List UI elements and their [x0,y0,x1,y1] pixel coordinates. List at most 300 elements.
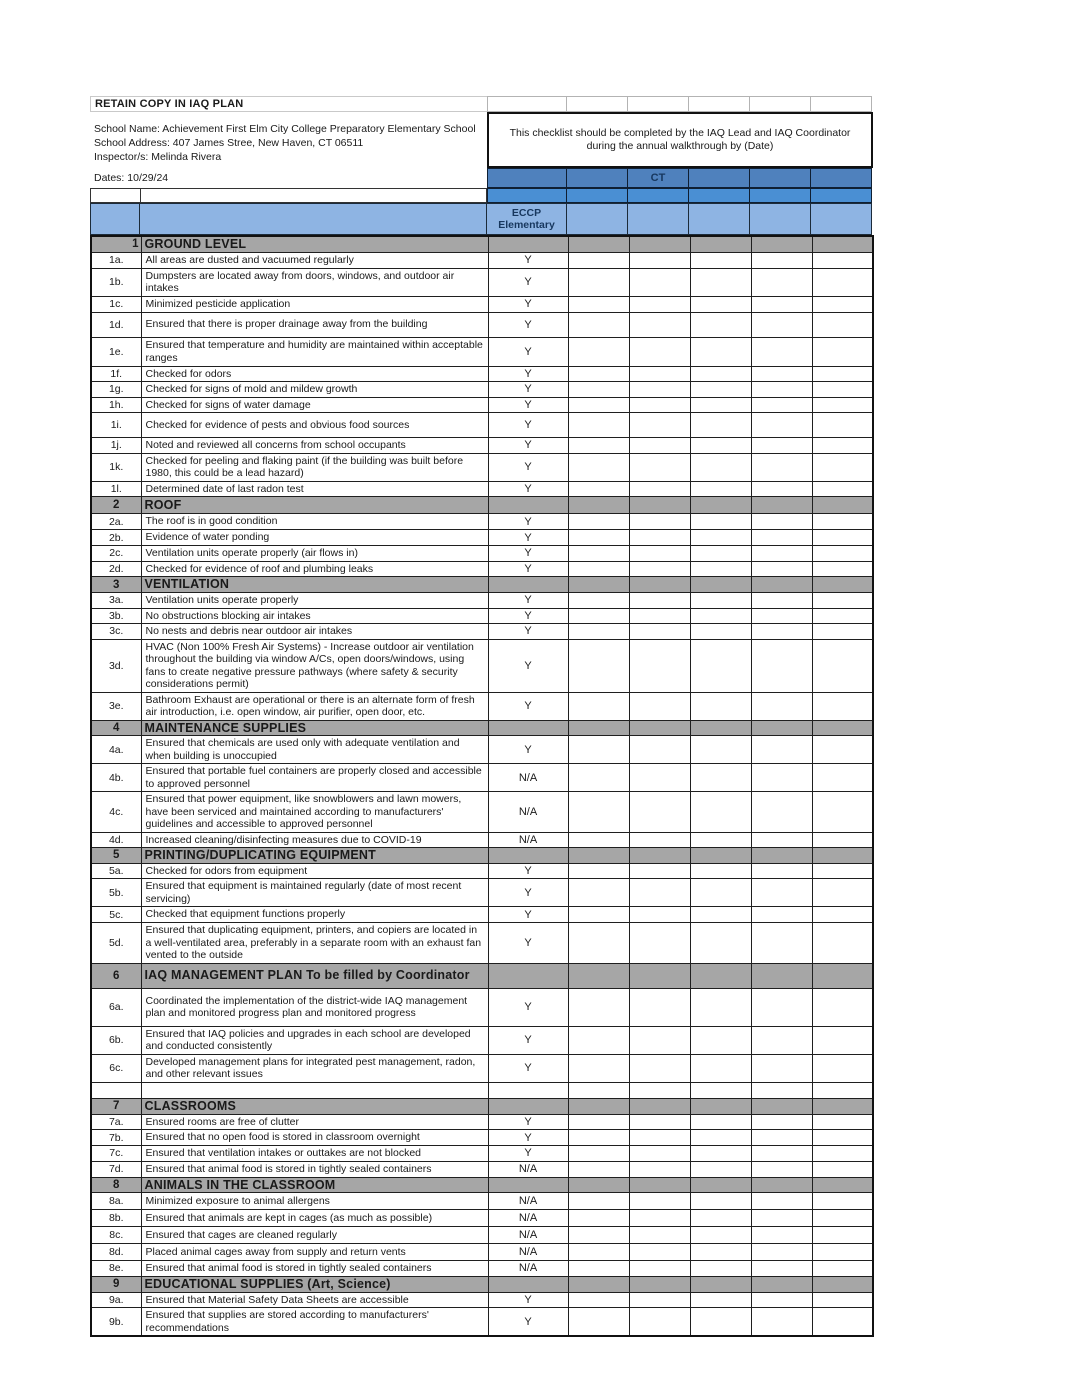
empty-status-cell[interactable] [812,366,873,382]
empty-status-cell[interactable] [568,382,629,398]
item-number: 4a. [91,736,141,764]
empty-status-cell[interactable] [751,608,812,624]
empty-status-cell[interactable] [751,382,812,398]
empty-status-cell[interactable] [751,1082,812,1098]
empty-status-cell[interactable] [629,1261,690,1277]
checklist-row [91,736,873,764]
item-description: Bathroom Exhaust are operational or there is an alternate form of fresh air introduction, i.e. open window, air purifier, open door, etc. [141,692,488,720]
empty-status-cell[interactable] [812,624,873,640]
empty-status-cell[interactable] [751,923,812,964]
item-status-cell[interactable]: Y [488,561,568,577]
empty-status-cell[interactable] [568,413,629,438]
empty-status-cell[interactable] [629,481,690,497]
empty-status-cell[interactable] [568,453,629,481]
empty-status-cell[interactable] [568,1193,629,1210]
empty-status-cell[interactable] [629,337,690,366]
empty-status-cell[interactable] [629,252,690,268]
blue-band-cell [487,188,567,203]
empty-status-cell[interactable] [568,546,629,562]
empty-status-cell[interactable] [751,1130,812,1146]
empty-status-cell[interactable] [751,863,812,879]
empty-status-cell[interactable] [568,1161,629,1177]
empty-status-cell[interactable] [568,832,629,848]
empty-status-cell[interactable] [812,252,873,268]
empty-status-cell[interactable] [751,252,812,268]
empty-status-cell[interactable] [812,481,873,497]
school-column-header: ECCP Elementary [487,203,567,235]
empty-status-cell[interactable] [568,268,629,296]
empty-status-cell[interactable] [751,438,812,454]
empty-status-cell[interactable] [812,639,873,692]
empty-status-cell[interactable] [751,1054,812,1082]
filler-cell [628,96,689,112]
item-status-cell[interactable]: N/A [488,792,568,833]
empty-status-cell[interactable] [690,397,751,413]
empty-status-cell[interactable] [690,514,751,530]
empty-status-cell[interactable] [690,1244,751,1261]
empty-status-cell[interactable] [568,1227,629,1244]
empty-status-cell[interactable] [629,692,690,720]
empty-status-cell[interactable] [751,832,812,848]
section-filler-cell [751,1098,812,1114]
empty-status-cell[interactable] [751,764,812,792]
section-filler-cell [751,497,812,514]
item-status-cell[interactable]: Y [488,382,568,398]
item-status-cell[interactable]: N/A [488,1161,568,1177]
empty-status-cell[interactable] [690,252,751,268]
item-status-cell[interactable]: Y [488,907,568,923]
empty-status-cell[interactable] [812,413,873,438]
empty-status-cell[interactable] [751,736,812,764]
item-status-cell[interactable]: Y [488,863,568,879]
empty-status-cell[interactable] [812,1210,873,1227]
item-number: 1a. [91,252,141,268]
empty-status-cell[interactable] [568,639,629,692]
empty-status-cell[interactable] [751,453,812,481]
empty-status-cell[interactable] [568,561,629,577]
empty-status-cell[interactable] [629,1292,690,1308]
item-status-cell[interactable]: Y [488,530,568,546]
empty-status-cell[interactable] [751,907,812,923]
empty-status-cell[interactable] [568,1261,629,1277]
item-status-cell[interactable]: N/A [488,1193,568,1210]
empty-status-cell[interactable] [629,1308,690,1337]
empty-status-cell[interactable] [812,397,873,413]
empty-status-cell[interactable] [568,514,629,530]
empty-status-cell[interactable] [690,337,751,366]
empty-status-cell[interactable] [568,764,629,792]
empty-status-cell[interactable] [751,593,812,609]
empty-status-cell[interactable] [629,988,690,1026]
empty-status-cell[interactable] [690,561,751,577]
empty-status-cell[interactable] [812,907,873,923]
empty-status-cell[interactable] [751,624,812,640]
section-header-row [91,963,873,988]
item-status-cell[interactable]: N/A [488,1210,568,1227]
empty-status-cell[interactable] [629,268,690,296]
empty-status-cell[interactable] [812,1082,873,1098]
empty-status-cell[interactable] [751,1292,812,1308]
item-status-cell[interactable]: Y [488,1114,568,1130]
item-number: 2c. [91,546,141,562]
empty-status-cell[interactable] [629,1161,690,1177]
school-address: School Address: 407 James Stree, New Haven, CT 06511 [94,137,364,149]
empty-status-cell[interactable] [629,382,690,398]
empty-status-cell[interactable] [812,764,873,792]
empty-status-cell[interactable] [812,863,873,879]
empty-status-cell[interactable] [690,692,751,720]
empty-status-cell[interactable] [568,1210,629,1227]
empty-status-cell[interactable] [629,530,690,546]
item-status-cell[interactable]: Y [488,413,568,438]
item-status-cell[interactable]: Y [488,296,568,312]
empty-status-cell[interactable] [568,530,629,546]
empty-status-cell[interactable] [812,530,873,546]
empty-status-cell[interactable] [690,1308,751,1337]
item-status-cell[interactable]: Y [488,923,568,964]
empty-status-cell[interactable] [751,692,812,720]
empty-status-cell[interactable] [568,593,629,609]
empty-status-cell[interactable] [629,1244,690,1261]
checklist-row [91,546,873,562]
empty-status-cell[interactable] [751,366,812,382]
empty-status-cell[interactable] [568,879,629,907]
item-status-cell[interactable]: Y [488,1292,568,1308]
empty-status-cell[interactable] [812,1130,873,1146]
empty-status-cell[interactable] [812,1244,873,1261]
empty-status-cell[interactable] [690,1193,751,1210]
empty-status-cell[interactable] [690,879,751,907]
empty-status-cell[interactable] [568,1308,629,1337]
empty-status-cell[interactable] [690,1054,751,1082]
empty-status-cell[interactable] [568,1244,629,1261]
item-status-cell[interactable]: Y [488,337,568,366]
empty-status-cell[interactable] [568,481,629,497]
item-status-cell[interactable]: N/A [488,1227,568,1244]
empty-status-cell[interactable] [690,1130,751,1146]
empty-status-cell[interactable] [690,1227,751,1244]
empty-status-cell[interactable] [690,1210,751,1227]
item-status-cell[interactable]: Y [488,514,568,530]
empty-status-cell[interactable] [568,624,629,640]
empty-status-cell[interactable] [629,624,690,640]
item-status-cell[interactable]: N/A [488,832,568,848]
item-status-cell[interactable]: Y [488,397,568,413]
empty-status-cell[interactable] [690,608,751,624]
empty-status-cell[interactable] [568,1292,629,1308]
empty-status-cell[interactable] [751,296,812,312]
empty-status-cell[interactable] [629,764,690,792]
empty-status-cell[interactable] [812,1308,873,1337]
empty-status-cell[interactable] [690,624,751,640]
empty-status-cell[interactable] [751,1227,812,1244]
empty-status-cell[interactable] [568,397,629,413]
empty-status-cell[interactable] [812,832,873,848]
empty-status-cell[interactable] [629,923,690,964]
item-status-cell[interactable]: Y [488,624,568,640]
empty-status-cell[interactable] [690,593,751,609]
empty-status-cell[interactable] [751,530,812,546]
empty-status-cell[interactable] [629,1146,690,1162]
empty-status-cell[interactable] [812,1292,873,1308]
item-status-cell[interactable]: Y [488,546,568,562]
item-status-cell[interactable]: Y [488,608,568,624]
item-status-cell[interactable]: Y [488,312,568,337]
empty-status-cell[interactable] [629,366,690,382]
empty-status-cell[interactable] [629,1130,690,1146]
empty-status-cell[interactable] [812,296,873,312]
empty-status-cell[interactable] [812,561,873,577]
empty-status-cell[interactable] [690,907,751,923]
empty-status-cell[interactable] [751,312,812,337]
section-filler-cell [751,848,812,864]
empty-status-cell[interactable] [629,397,690,413]
checklist-row [91,366,873,382]
empty-status-cell[interactable] [812,312,873,337]
empty-status-cell[interactable] [629,593,690,609]
empty-status-cell[interactable] [812,514,873,530]
empty-status-cell[interactable] [812,546,873,562]
item-status-cell[interactable]: Y [488,1026,568,1054]
empty-status-cell[interactable] [629,438,690,454]
empty-status-cell[interactable] [690,1261,751,1277]
empty-status-cell[interactable] [690,366,751,382]
empty-status-cell[interactable] [812,1026,873,1054]
empty-status-cell[interactable] [568,1146,629,1162]
empty-status-cell[interactable] [751,1114,812,1130]
empty-status-cell[interactable] [568,337,629,366]
item-status-cell[interactable]: Y [488,639,568,692]
empty-status-cell[interactable] [690,1146,751,1162]
empty-status-cell[interactable] [568,907,629,923]
checklist-row [91,481,873,497]
empty-status-cell[interactable] [690,382,751,398]
empty-status-cell[interactable] [751,413,812,438]
empty-status-cell[interactable] [690,530,751,546]
empty-status-cell[interactable] [812,1146,873,1162]
empty-status-cell[interactable] [812,453,873,481]
empty-status-cell[interactable] [690,863,751,879]
empty-status-cell[interactable] [751,1308,812,1337]
item-status-cell[interactable]: Y [488,268,568,296]
section-status-cell [488,720,568,736]
empty-status-cell[interactable] [751,639,812,692]
empty-status-cell[interactable] [690,1292,751,1308]
empty-status-cell[interactable] [690,296,751,312]
top-row [90,96,873,112]
item-status-cell[interactable] [488,1082,568,1098]
empty-status-cell[interactable] [751,792,812,833]
item-status-cell[interactable]: Y [488,736,568,764]
empty-status-cell[interactable] [751,1161,812,1177]
empty-status-cell[interactable] [812,692,873,720]
empty-status-cell[interactable] [568,792,629,833]
checklist-row [91,1026,873,1054]
empty-status-cell[interactable] [690,1114,751,1130]
item-number: 9b. [91,1308,141,1337]
empty-status-cell[interactable] [629,453,690,481]
item-status-cell[interactable]: Y [488,252,568,268]
item-status-cell[interactable]: Y [488,1146,568,1162]
empty-status-cell[interactable] [690,438,751,454]
empty-status-cell[interactable] [751,1026,812,1054]
empty-status-cell[interactable] [568,1082,629,1098]
section-filler-cell [568,577,629,593]
filler-cell [689,96,750,112]
empty-status-cell[interactable] [812,608,873,624]
empty-status-cell[interactable] [751,988,812,1026]
filler-cell [750,96,811,112]
empty-status-cell[interactable] [812,382,873,398]
empty-status-cell[interactable] [568,312,629,337]
item-number: 8e. [91,1261,141,1277]
empty-status-cell[interactable] [812,1261,873,1277]
empty-status-cell[interactable] [690,764,751,792]
empty-status-cell[interactable] [629,1054,690,1082]
empty-status-cell[interactable] [751,1261,812,1277]
section-header-row [91,720,873,736]
empty-status-cell[interactable] [568,1114,629,1130]
empty-status-cell[interactable] [568,736,629,764]
empty-status-cell[interactable] [568,1054,629,1082]
section-filler-cell [690,963,751,988]
empty-status-cell[interactable] [751,514,812,530]
empty-status-cell[interactable] [568,366,629,382]
empty-status-cell[interactable] [629,1227,690,1244]
empty-status-cell[interactable] [568,1026,629,1054]
empty-status-cell[interactable] [568,988,629,1026]
item-description: Checked for signs of water damage [141,397,488,413]
empty-status-cell[interactable] [629,608,690,624]
item-status-cell[interactable]: Y [488,692,568,720]
school-column-header-row [90,203,873,235]
empty-status-cell[interactable] [812,337,873,366]
empty-status-cell[interactable] [751,879,812,907]
empty-status-cell[interactable] [568,252,629,268]
empty-status-cell[interactable] [751,561,812,577]
empty-status-cell[interactable] [812,593,873,609]
item-status-cell[interactable]: N/A [488,1244,568,1261]
empty-status-cell[interactable] [690,268,751,296]
item-status-cell[interactable]: Y [488,1308,568,1337]
empty-status-cell[interactable] [690,988,751,1026]
empty-status-cell[interactable] [690,1026,751,1054]
empty-status-cell[interactable] [751,1244,812,1261]
empty-status-cell[interactable] [751,481,812,497]
item-description: Ensured that power equipment, like snowblowers and lawn mowers, have been serviced and maintained according to manufacturers' guidelines and accessible to approved personnel [141,792,488,833]
checklist-row [91,1227,873,1244]
empty-status-cell[interactable] [690,923,751,964]
empty-status-cell[interactable] [568,1130,629,1146]
empty-status-cell[interactable] [690,481,751,497]
empty-status-cell[interactable] [690,792,751,833]
empty-status-cell[interactable] [812,988,873,1026]
empty-status-cell[interactable] [629,639,690,692]
empty-status-cell[interactable] [812,1227,873,1244]
item-status-cell[interactable]: Y [488,879,568,907]
empty-status-cell[interactable] [690,413,751,438]
empty-status-cell[interactable] [629,296,690,312]
empty-status-cell[interactable] [690,1082,751,1098]
empty-status-cell[interactable] [629,1082,690,1098]
item-status-cell[interactable]: Y [488,438,568,454]
item-status-cell[interactable]: Y [488,366,568,382]
item-status-cell[interactable]: N/A [488,1261,568,1277]
empty-status-cell[interactable] [629,792,690,833]
empty-status-cell[interactable] [629,863,690,879]
empty-status-cell[interactable] [629,1193,690,1210]
empty-status-cell[interactable] [812,1114,873,1130]
empty-status-cell[interactable] [812,1161,873,1177]
empty-status-cell[interactable] [751,1146,812,1162]
item-status-cell[interactable]: Y [488,988,568,1026]
empty-status-cell[interactable] [812,923,873,964]
empty-status-cell[interactable] [629,546,690,562]
empty-status-cell[interactable] [690,1161,751,1177]
empty-status-cell[interactable] [629,413,690,438]
empty-status-cell[interactable] [751,268,812,296]
empty-status-cell[interactable] [690,312,751,337]
empty-status-cell[interactable] [751,1193,812,1210]
item-status-cell[interactable]: N/A [488,764,568,792]
empty-status-cell[interactable] [751,397,812,413]
section-number: 2 [91,497,141,514]
empty-status-cell[interactable] [751,337,812,366]
empty-status-cell[interactable] [568,923,629,964]
empty-status-cell[interactable] [751,546,812,562]
empty-status-cell[interactable] [690,453,751,481]
empty-status-cell[interactable] [629,879,690,907]
empty-status-cell[interactable] [629,312,690,337]
item-status-cell[interactable]: Y [488,593,568,609]
empty-status-cell[interactable] [629,736,690,764]
empty-status-cell[interactable] [629,1026,690,1054]
item-status-cell[interactable]: Y [488,481,568,497]
section-filler-cell [812,720,873,736]
empty-status-cell[interactable] [812,879,873,907]
empty-status-cell[interactable] [568,296,629,312]
empty-status-cell[interactable] [690,639,751,692]
item-number: 6b. [91,1026,141,1054]
empty-status-cell[interactable] [629,907,690,923]
empty-status-cell[interactable] [812,736,873,764]
item-status-cell[interactable]: Y [488,1130,568,1146]
item-status-cell[interactable]: Y [488,453,568,481]
empty-status-cell[interactable] [812,792,873,833]
empty-status-cell[interactable] [568,863,629,879]
empty-status-cell[interactable] [690,832,751,848]
checklist-row [91,530,873,546]
empty-status-cell[interactable] [568,438,629,454]
empty-status-cell[interactable] [751,1210,812,1227]
empty-status-cell[interactable] [812,1054,873,1082]
item-status-cell[interactable]: Y [488,1054,568,1082]
empty-status-cell[interactable] [629,1210,690,1227]
empty-status-cell[interactable] [629,832,690,848]
empty-status-cell[interactable] [568,692,629,720]
empty-status-cell[interactable] [568,608,629,624]
empty-status-cell[interactable] [629,514,690,530]
empty-status-cell[interactable] [690,736,751,764]
empty-status-cell[interactable] [690,546,751,562]
empty-status-cell[interactable] [812,438,873,454]
checklist-row [91,252,873,268]
item-number: 4b. [91,764,141,792]
empty-status-cell[interactable] [629,1114,690,1130]
empty-status-cell[interactable] [629,561,690,577]
empty-status-cell[interactable] [812,1193,873,1210]
empty-status-cell[interactable] [812,268,873,296]
